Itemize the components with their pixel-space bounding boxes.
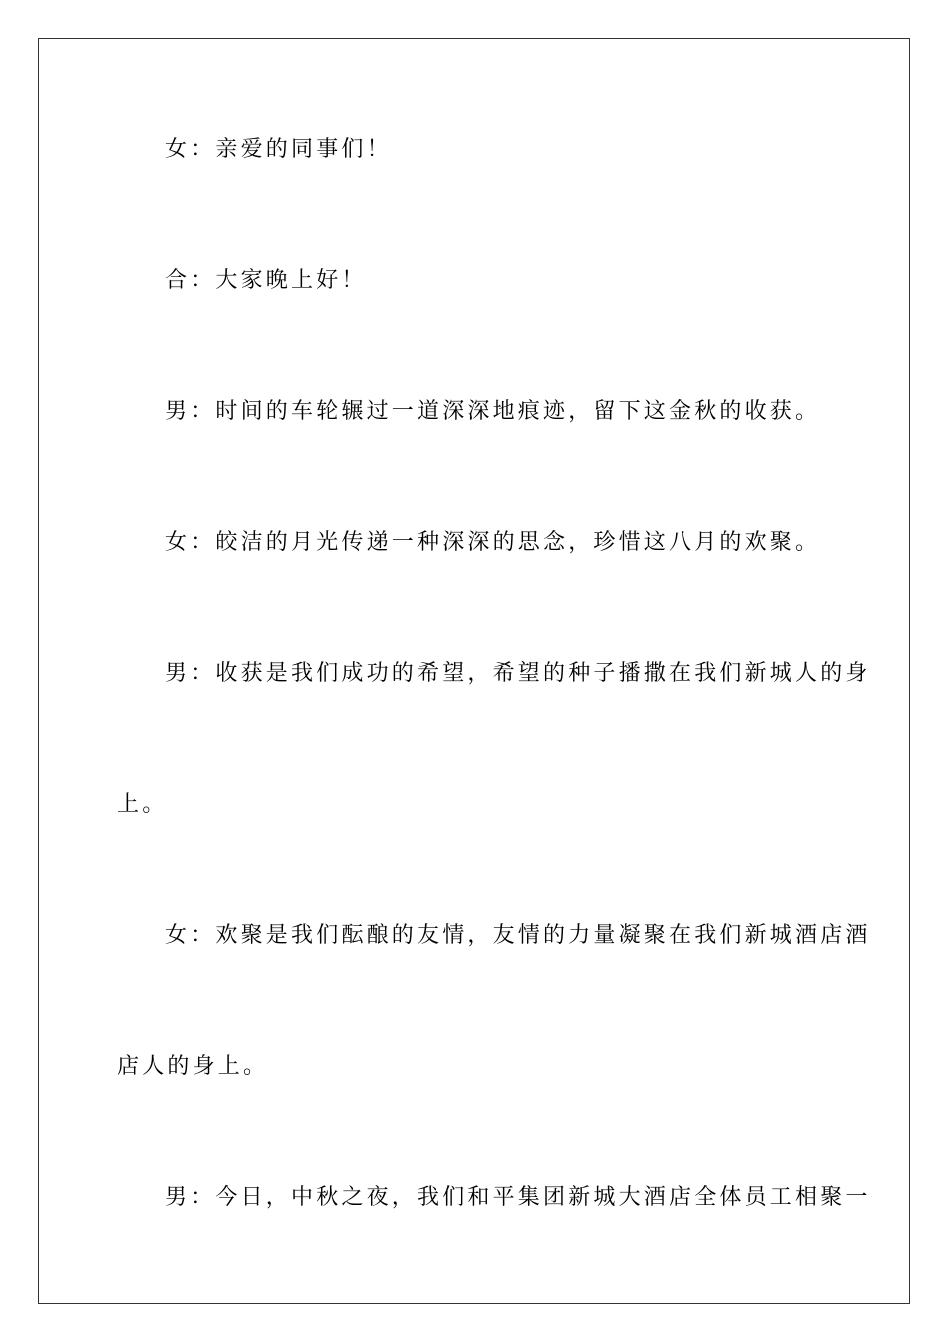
text-line-5: 男：收获是我们成功的希望，希望的种子播撒在我们新城人的身: [165, 661, 871, 686]
text-line-9: 男：今日，中秋之夜，我们和平集团新城大酒店全体员工相聚一: [165, 1185, 871, 1210]
text-line-1: 女：亲爱的同事们！: [165, 137, 392, 162]
text-line-7: 女：欢聚是我们酝酿的友情，友情的力量凝聚在我们新城酒店酒: [165, 923, 871, 948]
text-line-4: 女：皎洁的月光传递一种深深的思念，珍惜这八月的欢聚。: [165, 530, 821, 555]
text-line-6: 上。: [117, 792, 168, 817]
text-line-3: 男：时间的车轮辗过一道深深地痕迹，留下这金秋的收获。: [165, 399, 821, 424]
document-body: [117, 126, 871, 1305]
text-line-2: 合：大家晚上好！: [165, 268, 367, 293]
text-line-8: 店人的身上。: [117, 1054, 269, 1079]
